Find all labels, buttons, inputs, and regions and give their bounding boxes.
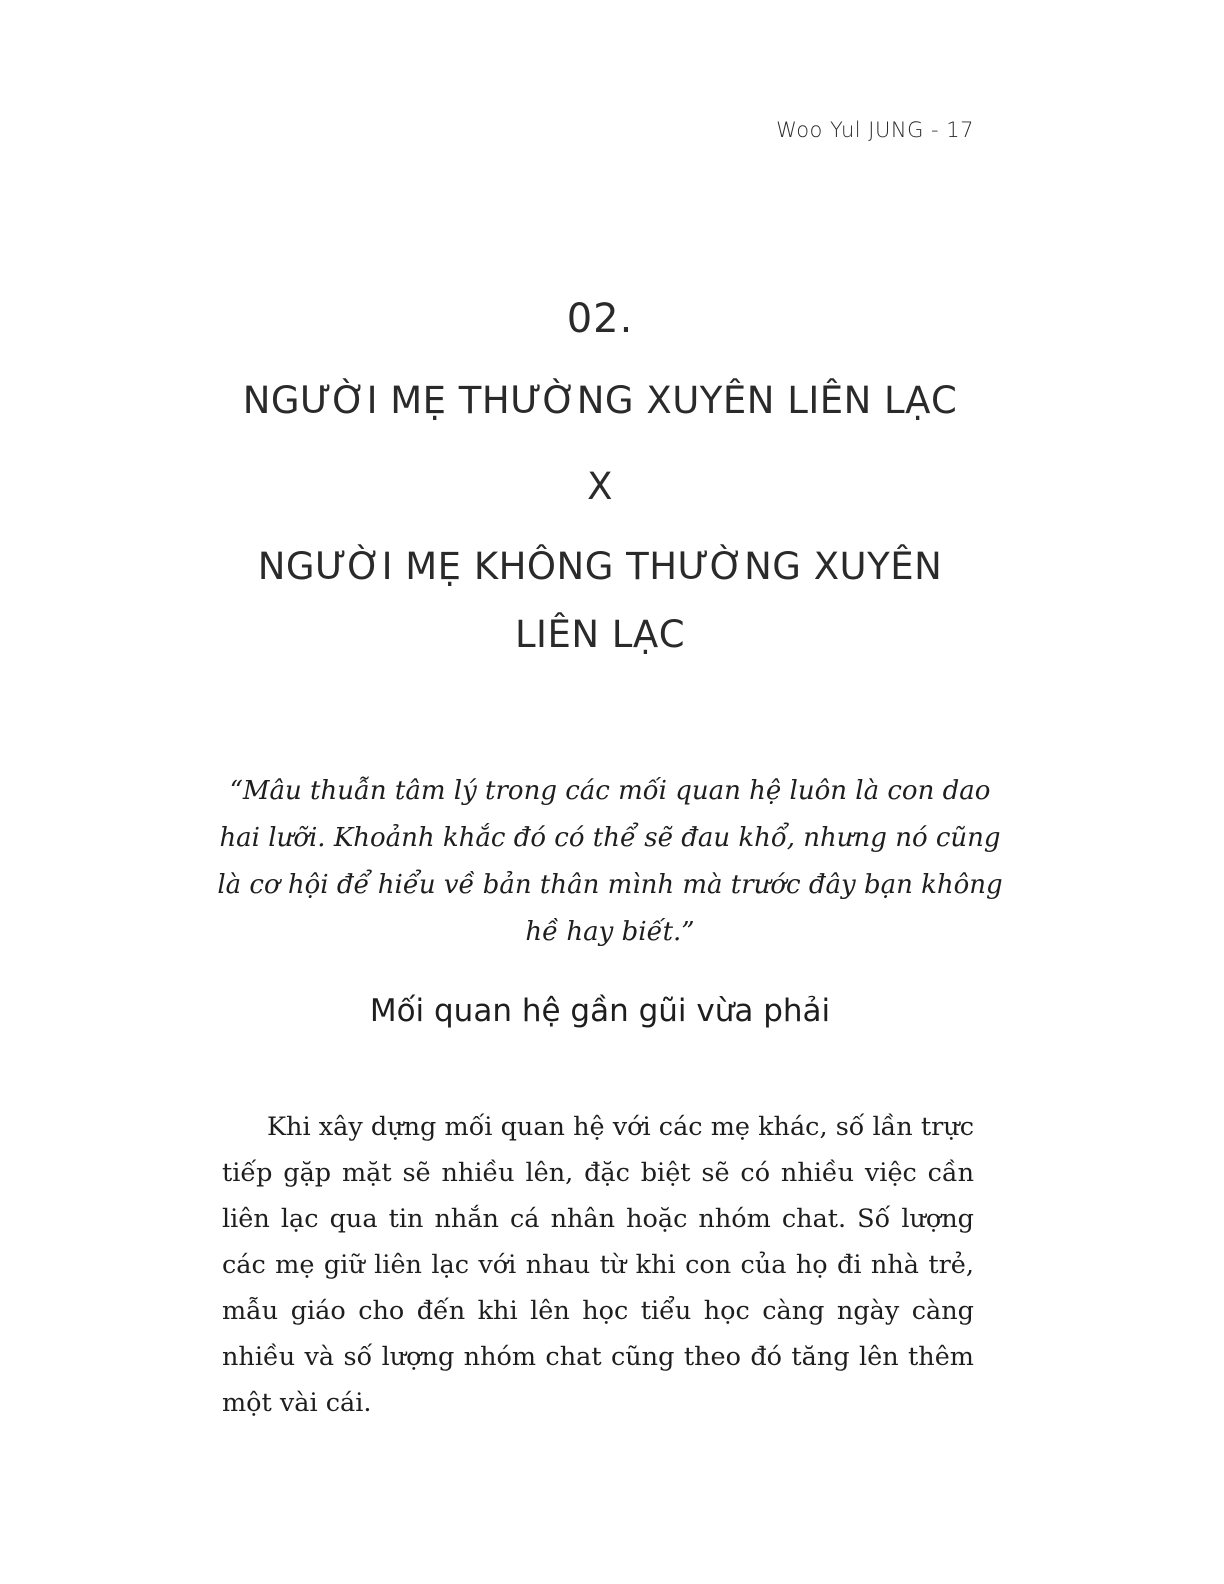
section-heading: Mối quan hệ gần gũi vừa phải	[369, 993, 831, 1029]
body-paragraph: Khi xây dựng mối quan hệ với các mẹ khác, số lần trực tiếp gặp mặt sẽ nhiều lên, đặc biệt sẽ có nhiều việc cần liên lạc qua tin nhắn cá nhân hoặc nhóm chat. Số lượng các mẹ giữ liên lạc với nhau từ khi con của họ đi nhà trẻ, mẫu giáo cho đến khi lên học tiểu học càng ngày càng nhiều và số lượng nhóm chat cũng theo đó tăng lên thêm một vài cái.	[222, 1112, 974, 1418]
chapter-title-line-1: NGƯỜI MẸ THƯỜNG XUYÊN LIÊN LẠC	[242, 379, 958, 422]
chapter-number: 02.	[566, 296, 634, 342]
running-header: Woo Yul JUNG - 17	[776, 118, 974, 142]
chapter-title-line-3: NGƯỜI MẸ KHÔNG THƯỜNG XUYÊN	[257, 545, 943, 588]
chapter-title-separator: X	[587, 465, 613, 508]
epigraph-quote: “Mâu thuẫn tâm lý trong các mối quan hệ luôn là con dao hai lưỡi. Khoảnh khắc đó có thể sẽ đau khổ, nhưng nó cũng là cơ hội để hiểu về bản thân mình mà trước đây bạn không hề hay biết.”	[217, 776, 1003, 947]
chapter-title-line-4: LIÊN LẠC	[514, 613, 686, 656]
